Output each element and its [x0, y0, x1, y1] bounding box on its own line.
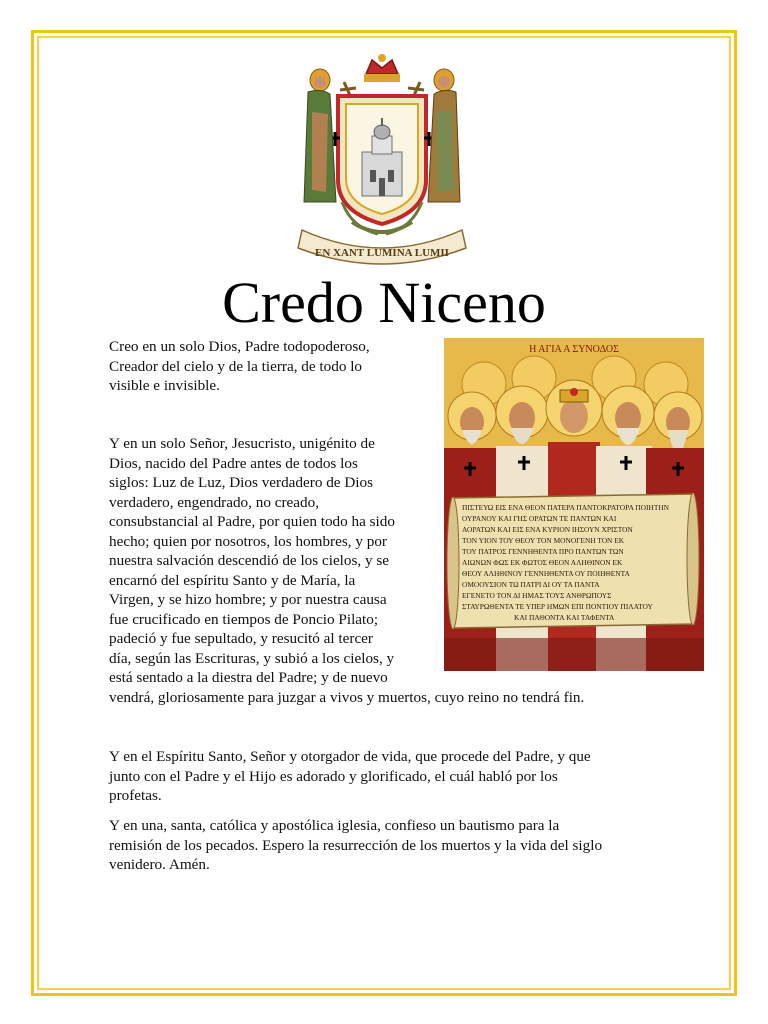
- emblem-motto: EN XANT LUMINA LUMII: [315, 247, 449, 259]
- text-line: fue crucificado en tiempos de Poncio Pilato;: [109, 610, 379, 628]
- scroll-line: ΤΟΝ ΥΙΟΝ ΤΟΥ ΘΕΟΥ ΤΟΝ ΜΟΝΟΓΕΝΗ ΤΟΝ ΕΚ: [462, 536, 625, 545]
- icon-header-text: Η ΑΓΙΑ Α ΣΥΝΟΔΟΣ: [529, 344, 619, 355]
- text-line: Creador del cielo y de la tierra, de todo lo: [109, 357, 363, 375]
- scroll-line: ΟΜΟΟΥΣΙΟΝ ΤΩ ΠΑΤΡΙ ΔΙ ΟΥ ΤΑ ΠΑΝΤΑ: [462, 580, 600, 589]
- text-line: junto con el Padre y el Hijo es adorado y glorificado, el cuál habló por los: [109, 767, 558, 785]
- text-line: profetas.: [109, 787, 162, 804]
- text-line: Y en el Espíritu Santo, Señor y otorgador de vida, que procede del Padre, y que: [109, 748, 591, 765]
- text-line: visible e invisible.: [109, 377, 220, 394]
- coat-of-arms-emblem: [282, 52, 482, 272]
- text-line: vendrá, gloriosamente para juzgar a vivos y muertos, cuyo reino no tendrá fin.: [109, 688, 585, 706]
- page-title: Credo Niceno: [222, 270, 546, 335]
- text-line: Y en un solo Señor, Jesucristo, unigénito de: [109, 435, 375, 452]
- text-line: está sentado a la diestra del Padre; y de nuevo: [109, 669, 388, 686]
- text-line: nuestra salvación descendió de los cielos, y se: [109, 552, 390, 569]
- creed-paragraph-3: [109, 747, 591, 806]
- creed-paragraph-1: [109, 337, 370, 396]
- scroll-line: ΑΙΩΝΩΝ ΦΩΣ ΕΚ ΦΩΤΟΣ ΘΕΟΝ ΑΛΗΘΙΝΟΝ ΕΚ: [462, 558, 623, 567]
- text-line: padeció y fue sepultado, y resucitó al tercer: [109, 630, 373, 647]
- scroll-line: ΠΙΣΤΕΥΩ ΕΙΣ ΕΝΑ ΘΕΟΝ ΠΑΤΕΡΑ ΠΑΝΤΟΚΡΑΤΟΡΑ ΠΟΙΗΤΗΝ: [462, 503, 670, 512]
- scroll-line: ΘΕΟΥ ΑΛΗΘΙΝΟΥ ΓΕΝΝΗΘΕΝΤΑ ΟΥ ΠΟΙΗΘΕΝΤΑ: [462, 569, 630, 578]
- text-line: consubstancial al Padre, por quien todo ha sido: [109, 513, 395, 530]
- scroll-line: ΑΟΡΑΤΩΝ ΚΑΙ ΕΙΣ ΕΝΑ ΚΥΡΙΟΝ ΙΗΣΟΥΝ ΧΡΙΣΤΟΝ: [462, 525, 633, 534]
- text-line: remisión de los pecados. Espero la resurrección de los muertos y la vida del siglo: [109, 836, 603, 854]
- scroll-line: ΟΥΡΑΝΟΥ ΚΑΙ ΓΗΣ ΟΡΑΤΩΝ ΤΕ ΠΑΝΤΩΝ ΚΑΙ: [462, 514, 617, 523]
- text-line: verdadero, engendrado, no creado,: [109, 493, 319, 511]
- creed-paragraph-4: [109, 816, 602, 875]
- text-line: venidero. Amén.: [109, 856, 210, 873]
- text-line: Y en una, santa, católica y apostólica iglesia, confieso un bautismo para la: [109, 817, 560, 834]
- text-line: Creo en un solo Dios, Padre todopoderoso,: [109, 338, 370, 355]
- text-line: Virgen, y se hizo hombre; y por nuestra causa: [109, 591, 387, 608]
- text-line: siglos: Luz de Luz, Dios verdadero de Dios: [109, 474, 374, 491]
- scroll-line: ΤΟΥ ΠΑΤΡΟΣ ΓΕΝΝΗΘΕΝΤΑ ΠΡΟ ΠΑΝΤΩΝ ΤΩΝ: [462, 547, 624, 556]
- scroll-line: ΚΑΙ ΠΑΘΟΝΤΑ ΚΑΙ ΤΑΦΕΝΤΑ: [514, 613, 615, 622]
- text-line: Dios, nacido del Padre antes de todos los: [109, 454, 358, 472]
- text-line: día, según las Escrituras, y subió a los cielos, y: [109, 649, 395, 667]
- text-line: encarnó del espíritu Santo y de María, la: [109, 571, 356, 589]
- scroll-line: ΣΤΑΥΡΩΘΕΝΤΑ ΤΕ ΥΠΕΡ ΗΜΩΝ ΕΠΙ ΠΟΝΤΙΟΥ ΠΙΛΑΤΟΥ: [462, 602, 653, 611]
- scroll-line: ΕΓΕΝΕΤΟ ΤΟΝ ΔΙ ΗΜΑΣ ΤΟΥΣ ΑΝΘΡΩΠΟΥΣ: [462, 591, 612, 600]
- council-of-nicaea-icon: [444, 338, 704, 671]
- text-line: hecho; quien por nosotros, los hombres, y por: [109, 532, 387, 550]
